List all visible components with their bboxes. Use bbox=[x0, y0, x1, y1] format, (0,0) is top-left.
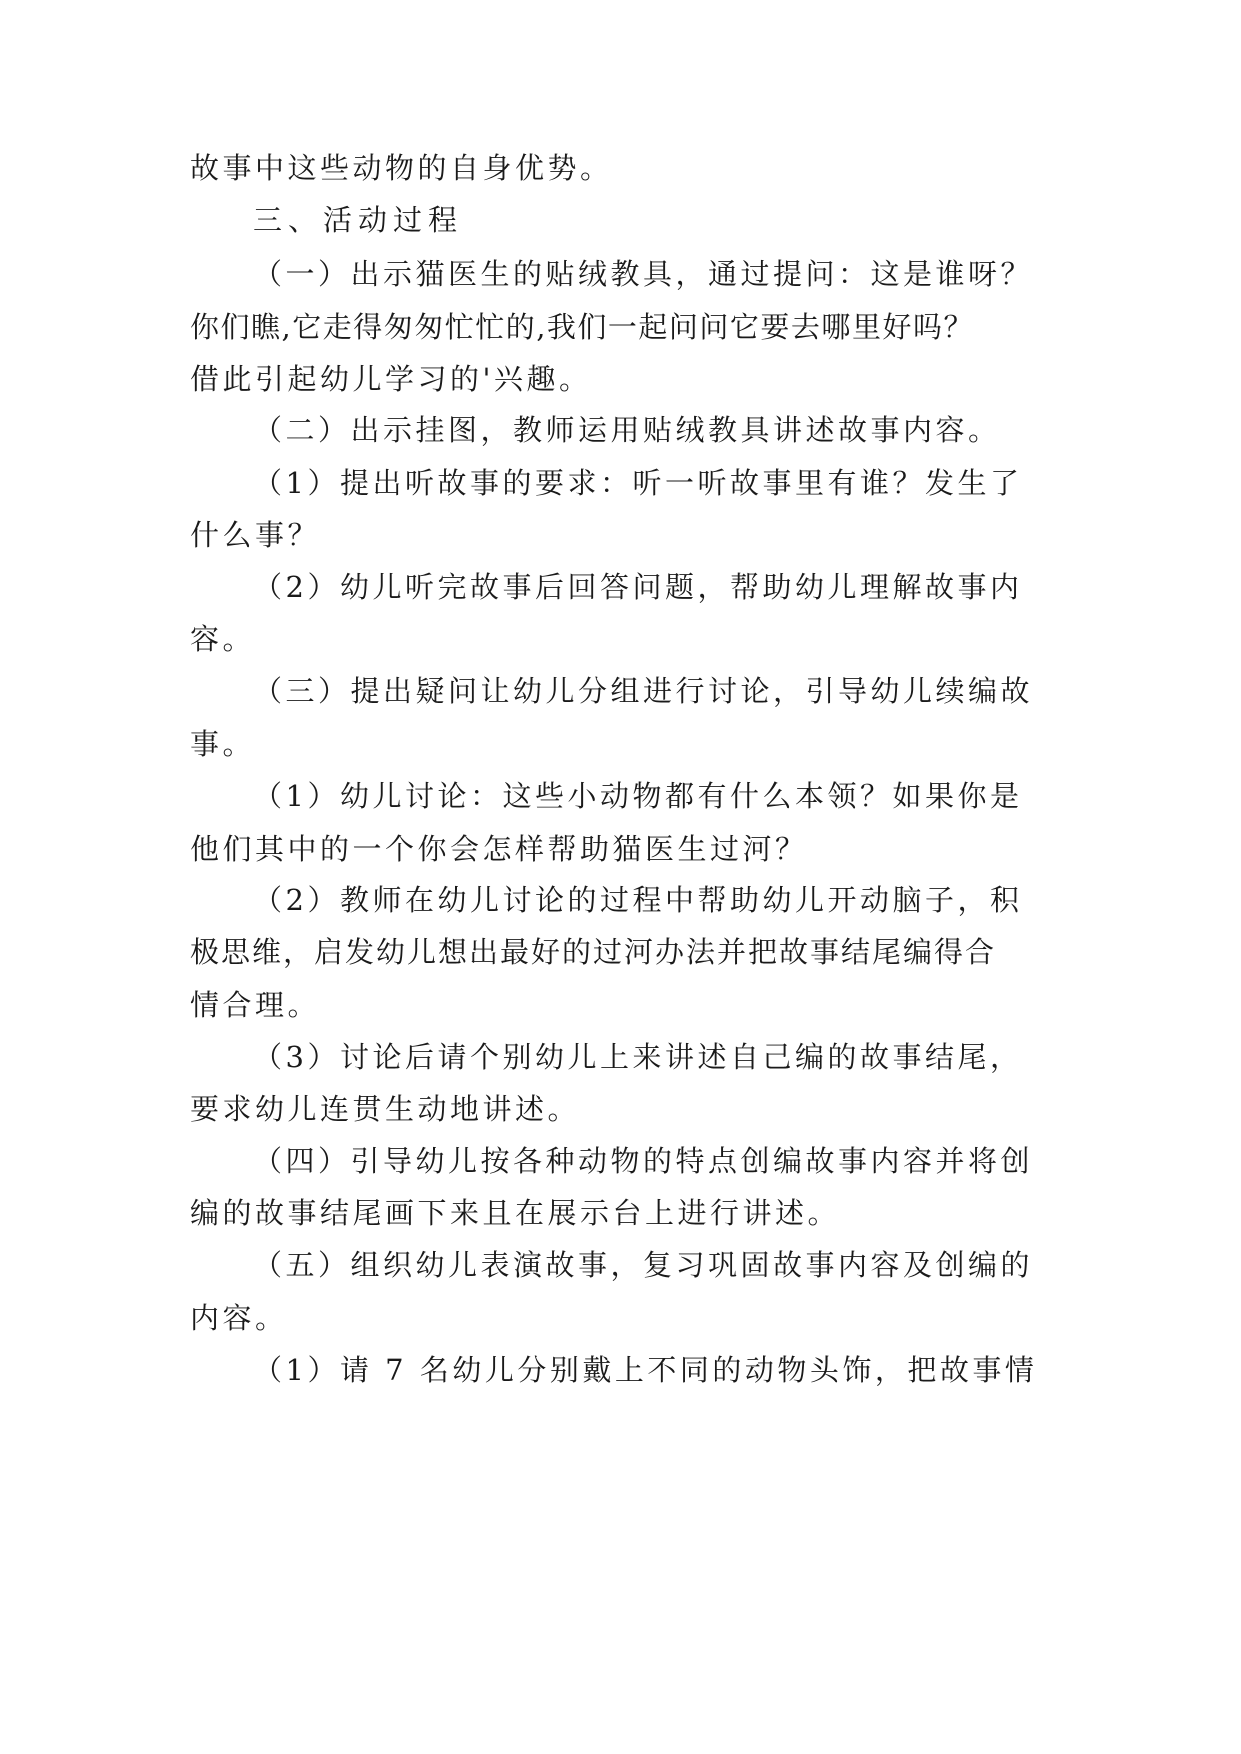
text-line: （三）提出疑问让幼儿分组进行讨论，引导幼儿续编故 bbox=[253, 674, 1034, 708]
text-line: （2）幼儿听完故事后回答问题，帮助幼儿理解故事内 bbox=[253, 570, 1023, 604]
text-line: 你们瞧,它走得匆匆忙忙的,我们一起问问它要去哪里好吗？ bbox=[190, 310, 974, 344]
text-line: 故事中这些动物的自身优势。 bbox=[190, 151, 613, 185]
text-line: 编的故事结尾画下来且在展示台上进行讲述。 bbox=[190, 1196, 841, 1230]
text-line: （3）讨论后请个别幼儿上来讲述自己编的故事结尾， bbox=[253, 1040, 1023, 1074]
text-line: 他们其中的一个你会怎样帮助猫医生过河？ bbox=[190, 832, 808, 866]
text-line: 事。 bbox=[190, 727, 256, 761]
text-line: （1）请 7 名幼儿分别戴上不同的动物头饰，把故事情 bbox=[253, 1353, 1038, 1387]
text-line: （五）组织幼儿表演故事，复习巩固故事内容及创编的 bbox=[253, 1248, 1034, 1282]
section-heading: 三、活动过程 bbox=[253, 203, 464, 237]
text-line: 情合理。 bbox=[190, 988, 321, 1022]
text-line: 内容。 bbox=[190, 1301, 288, 1335]
text-line: （1）幼儿讨论：这些小动物都有什么本领？如果你是 bbox=[253, 779, 1023, 813]
text-line: （2）教师在幼儿讨论的过程中帮助幼儿开动脑子，积 bbox=[253, 883, 1023, 917]
text-line: 极思维，启发幼儿想出最好的过河办法并把故事结尾编得合 bbox=[190, 935, 997, 969]
text-line: 容。 bbox=[190, 622, 256, 656]
text-line: （二）出示挂图，教师运用贴绒教具讲述故事内容。 bbox=[253, 413, 1001, 447]
text-line: （四）引导幼儿按各种动物的特点创编故事内容并将创 bbox=[253, 1144, 1034, 1178]
text-line: （一）出示猫医生的贴绒教具，通过提问：这是谁呀？ bbox=[253, 257, 1034, 291]
text-line: （1）提出听故事的要求：听一听故事里有谁？发生了 bbox=[253, 466, 1023, 500]
text-line: 借此引起幼儿学习的'兴趣。 bbox=[190, 362, 592, 396]
text-line: 要求幼儿连贯生动地讲述。 bbox=[190, 1092, 581, 1126]
text-line: 什么事？ bbox=[190, 518, 321, 552]
